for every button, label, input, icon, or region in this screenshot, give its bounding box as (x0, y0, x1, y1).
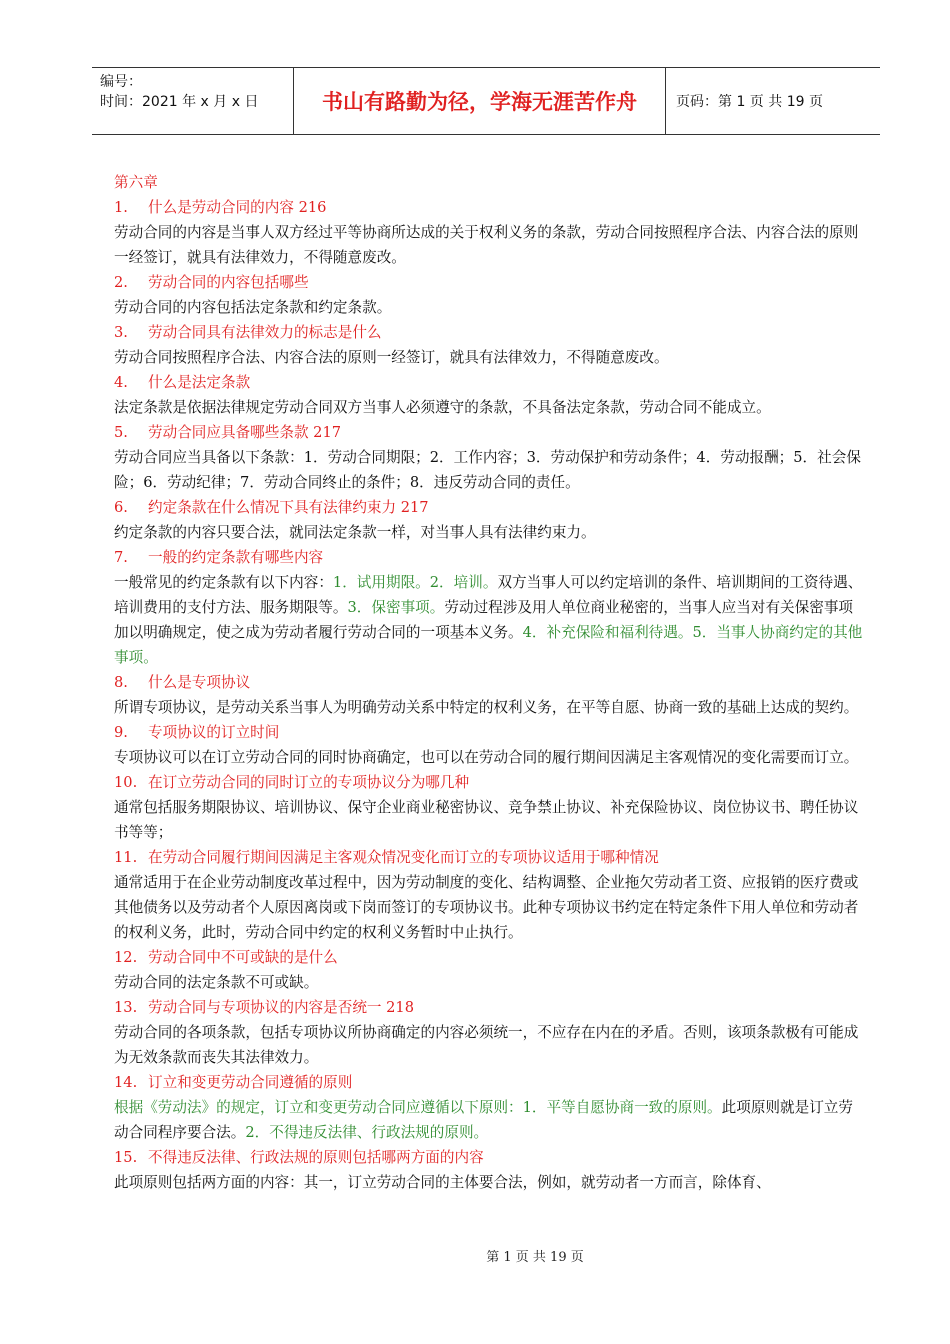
question-heading (114, 195, 866, 220)
answer-highlight: 3．保密事项。 (347, 599, 445, 616)
document-time-label: 时间：2021 年 x 月 x 日 (100, 94, 259, 110)
answer-text: 劳动合同的各项条款，包括专项协议所协商确定的内容必须统一，不应存在内在的矛盾。否则，该项条款极有可能成为无效条款而丧失其法律效力。 (114, 1024, 859, 1066)
answer-text: 劳动合同的法定条款不可或缺。 (114, 974, 319, 991)
answer-text: 劳动合同按照程序合法、内容合法的原则一经签订，就具有法律效力，不得随意废改。 (114, 349, 669, 366)
question-heading (114, 370, 866, 395)
question-text: 什么是专项协议 (148, 674, 251, 691)
document-number-label: 编号： (100, 74, 142, 90)
question-text: 专项协议的订立时间 (148, 724, 280, 741)
page-footer: 第 1 页 共 19 页 (486, 1250, 584, 1265)
question-number: 2. (114, 274, 128, 291)
question-text: 劳动合同中不可或缺的是什么 (148, 949, 338, 966)
answer-fragment: 劳动过程涉及用人单位商业秘密的，当事人应当对有关保密事项加以明确规定，使之成为劳动者履行劳动合同的一项基本义务。 (114, 599, 854, 641)
header-page-label: 页码：第 1 页 共 19 页 (676, 94, 823, 110)
question-number: 10. (114, 774, 138, 791)
question-number: 6. (114, 499, 128, 516)
answer-highlight: 1．试用期限。2．培训。 (332, 574, 498, 591)
question-number: 9. (114, 724, 128, 741)
header-motto: 书山有路勤为径，学海无涯苦作舟 (293, 68, 666, 134)
question-text: 劳动合同与专项协议的内容是否统一 218 (148, 999, 414, 1016)
answer-text: 通常包括服务期限协议、培训协议、保守企业商业秘密协议、竞争禁止协议、补充保险协议、岗位协议书、聘任协议书等等； (114, 799, 859, 841)
question-heading (114, 845, 866, 870)
question-text: 在订立劳动合同的同时订立的专项协议分为哪几种 (148, 774, 470, 791)
question-text: 在劳动合同履行期间因满足主客观众情况变化而订立的专项协议适用于哪种情况 (148, 849, 659, 866)
question-heading (114, 270, 866, 295)
answer-fragment: 一般常见的约定条款有以下内容： (114, 574, 333, 591)
answer-text: 专项协议可以在订立劳动合同的同时协商确定，也可以在劳动合同的履行期间因满足主客观情况的变化需要而订立。 (114, 749, 859, 766)
question-number: 14. (114, 1074, 138, 1091)
answer-text: 所谓专项协议，是劳动关系当事人为明确劳动关系中特定的权利义务，在平等自愿、协商一致的基础上达成的契约。 (114, 699, 859, 716)
question-heading (114, 670, 866, 695)
question-text: 劳动合同的内容包括哪些 (148, 274, 309, 291)
answer-highlight: 4．补充保险和福利待遇。5．当事人协商约定的其他事项。 (114, 624, 863, 666)
question-number: 7. (114, 549, 128, 566)
chapter-title: 第六章 (114, 174, 158, 191)
question-text: 劳动合同应具备哪些条款 217 (148, 424, 342, 441)
question-number: 15. (114, 1149, 138, 1166)
question-number: 5. (114, 424, 128, 441)
question-heading (114, 720, 866, 745)
question-heading (114, 770, 866, 795)
question-number: 13. (114, 999, 138, 1016)
question-heading (114, 320, 866, 345)
answer-text: 此项原则包括两方面的内容：其一，订立劳动合同的主体要合法，例如，就劳动者一方而言，除体育、 (114, 1174, 771, 1191)
answer-text: 劳动合同的内容包括法定条款和约定条款。 (114, 299, 392, 316)
question-heading (114, 995, 866, 1020)
question-text: 不得违反法律、行政法规的原则包括哪两方面的内容 (148, 1149, 484, 1166)
question-text: 订立和变更劳动合同遵循的原则 (148, 1074, 353, 1091)
answer-text: 劳动合同应当具备以下条款：1．劳动合同期限；2．工作内容；3．劳动保护和劳动条件；4．劳动报酬；5．社会保险；6．劳动纪律；7．劳动合同终止的条件；8．违反劳动合同的责任。 (114, 449, 861, 491)
question-text: 一般的约定条款有哪些内容 (148, 549, 324, 566)
question-number: 3. (114, 324, 128, 341)
question-text: 约定条款在什么情况下具有法律约束力 217 (148, 499, 429, 516)
answer-highlight: 2．不得违反法律、行政法规的原则。 (245, 1124, 489, 1141)
question-number: 4. (114, 374, 128, 391)
header-meta (92, 68, 293, 134)
qa-list (114, 195, 866, 1195)
document-body (114, 170, 866, 1195)
answer-highlight: 根据《劳动法》的规定，订立和变更劳动合同应遵循以下原则：1．平等自愿协商一致的原则。 (114, 1099, 722, 1116)
answer-text: 通常适用于在企业劳动制度改革过程中，因为劳动制度的变化、结构调整、企业拖欠劳动者工资、应报销的医疗费或其他债务以及劳动者个人原因离岗或下岗而签订的专项协议书。此种专项协议书约定在特定条件下用人单位和劳动者的权利义务，此时，劳动合同中约定的权利义务暂时中止执行。 (114, 874, 859, 941)
question-number: 1. (114, 199, 128, 216)
page-header (92, 67, 880, 135)
question-text: 什么是法定条款 (148, 374, 251, 391)
answer-text: 法定条款是依据法律规定劳动合同双方当事人必须遵守的条款，不具备法定条款，劳动合同不能成立。 (114, 399, 771, 416)
answer-text: 约定条款的内容只要合法，就同法定条款一样，对当事人具有法律约束力。 (114, 524, 596, 541)
question-heading (114, 945, 866, 970)
question-number: 8. (114, 674, 128, 691)
question-number: 11. (114, 849, 138, 866)
question-text: 什么是劳动合同的内容 216 (148, 199, 327, 216)
question-heading (114, 1145, 866, 1170)
question-heading (114, 495, 866, 520)
question-text: 劳动合同具有法律效力的标志是什么 (148, 324, 382, 341)
question-heading (114, 545, 866, 570)
question-number: 12. (114, 949, 138, 966)
answer-fragment: 此项原则就是订立劳动合同程序要合法。 (114, 1099, 853, 1141)
question-heading (114, 420, 866, 445)
answer-fragment: 双方当事人可以约定培训的条件、培训期间的工资待遇、培训费用的支付方法、服务期限等。 (114, 574, 863, 616)
question-heading (114, 1070, 866, 1095)
answer-text (114, 570, 866, 670)
answer-text: 劳动合同的内容是当事人双方经过平等协商所达成的关于权利义务的条款，劳动合同按照程序合法、内容合法的原则一经签订，就具有法律效力，不得随意废改。 (114, 224, 859, 266)
answer-text (114, 1095, 866, 1145)
